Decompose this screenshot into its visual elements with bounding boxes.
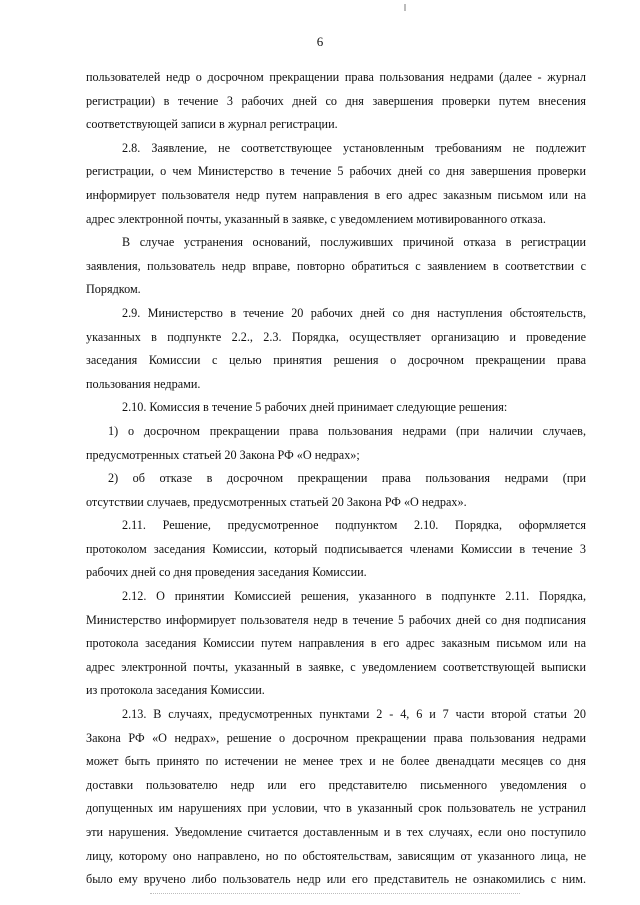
text-line: заседания Комиссии с целью принятия решения о досрочном прекращении права (86, 353, 586, 368)
text-line: лицу, которому оно направлено, но по обстоятельствам, зависящим от указанного лица, не (86, 848, 586, 863)
text-line: из протокола заседания Комиссии. (86, 683, 265, 698)
text-line: отсутствии случаев, предусмотренных статьей 20 Закона РФ «О недрах». (86, 494, 467, 509)
text-line: регистрации, о чем Министерство в течение 5 рабочих дней со дня завершения проверки (86, 164, 586, 179)
text-line: адрес электронной почты, указанный в заявке, с уведомлением мотивированного отказа. (86, 211, 546, 226)
text-line: 2.13. В случаях, предусмотренных пунктами 2 - 4, 6 и 7 части второй статьи 20 (122, 707, 586, 722)
text-line: 2.8. Заявление, не соответствующее установленным требованиям не подлежит (122, 140, 586, 155)
text-line: указанных в подпункте 2.2., 2.3. Порядка, осуществляет организацию и проведение (86, 329, 586, 344)
text-line: эти нарушения. Уведомление считается доставленным и в тех случаях, если оно поступило (86, 825, 586, 839)
text-line: 1) о досрочном прекращении права пользования недрами (при наличии случаев, (108, 423, 586, 438)
text-line: 2.9. Министерство в течение 20 рабочих дней со дня наступления обстоятельств, (122, 305, 586, 320)
text-line: протоколом заседания Комиссии, который подписывается членами Комиссии в течение 3 (86, 541, 586, 556)
text-line: информирует пользователя недр путем направления в его адрес заказным письмом или на (86, 187, 586, 202)
text-line: допущенных им нарушениях при условии, что в указанный срок пользователь не устранил (86, 801, 586, 816)
page-number: 6 (316, 34, 324, 49)
scan-mark (404, 4, 406, 11)
text-line: адрес электронной почты, указанный в заявке, с уведомлением соответствующей выписки (86, 659, 586, 674)
text-line: предусмотренных статьей 20 Закона РФ «О недрах»; (86, 447, 360, 462)
text-line: рабочих дней со дня проведения заседания Комиссии. (86, 565, 367, 580)
text-line: соответствующей записи в журнал регистрации. (86, 117, 338, 132)
text-line: В случае устранения оснований, послуживших причиной отказа в регистрации (122, 235, 586, 250)
text-line: 2.10. Комиссия в течение 5 рабочих дней принимает следующие решения: (122, 400, 508, 415)
text-line: пользователей недр о досрочном прекращении права пользования недрами (далее - журнал (86, 70, 586, 84)
text-line: 2.11. Решение, предусмотренное подпунктом 2.10. Порядка, оформляется (122, 518, 586, 533)
text-line: Закона РФ «О недрах», решение о досрочном прекращении права пользования недрами (86, 730, 586, 745)
text-line: 2) об отказе в досрочном прекращении права пользования недрами (при (108, 471, 586, 486)
text-line: Министерство информирует пользователя недр в течение 5 рабочих дней со дня подписания (86, 612, 586, 627)
text-line: может быть принято по истечении не менее трех и не более двенадцати месяцев со дня (86, 754, 586, 769)
scan-edge-line (150, 893, 520, 894)
text-line: пользования недрами. (86, 376, 201, 391)
text-line: доставки пользователю недр или его представителю письменного уведомления о (86, 777, 586, 792)
text-line: регистрации) в течение 3 рабочих дней со дня завершения проверки путем внесения (86, 93, 586, 108)
text-line: 2.12. О принятии Комиссией решения, указанного в подпункте 2.11. Порядка, (122, 589, 586, 604)
text-line: было ему вручено либо пользователь недр или его представитель не ознакомились с ним. (86, 872, 586, 887)
document-body (86, 66, 586, 892)
text-line: заявления, пользователь недр вправе, повторно обратиться с заявлением в соответствии с (86, 258, 586, 273)
text-line: протокола заседания Комиссии путем направления в его адрес заказным письмом или на (86, 636, 586, 651)
text-line: Порядком. (86, 282, 141, 297)
